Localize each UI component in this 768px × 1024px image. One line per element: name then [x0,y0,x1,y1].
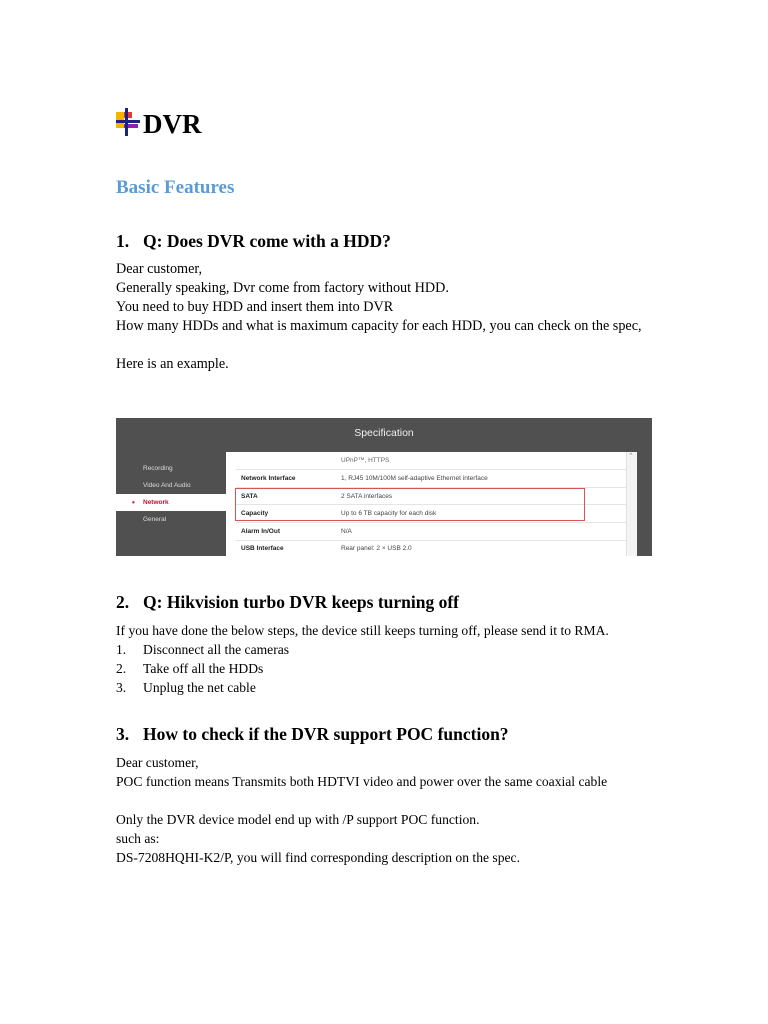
spec-row [226,452,634,469]
question-3-number: 3. [116,724,130,744]
sidebar-item-network [116,494,226,511]
sidebar-item-video-audio: Video And Audio [143,482,191,489]
question-3-body [116,753,661,867]
paragraph-line: Only the DVR device model end up with /P support POC function. [116,812,480,827]
question-2-intro: If you have done the below steps, the device still keeps turning off, please send it to RMA. [116,623,609,638]
scroll-up-icon: ⌃ [628,453,634,460]
question-3-heading [116,722,509,746]
spec-value: 1, RJ45 10M/100M self-adaptive Ethernet interface [341,475,488,482]
question-2-heading [116,590,459,614]
list-text: Take off all the HDDs [143,661,264,676]
paragraph-line: You need to buy HDD and insert them into DVR [116,299,394,315]
spec-value: N/A [341,528,352,535]
spec-key: Network Interface [241,475,296,482]
paragraph-line [116,336,661,355]
sidebar-item-general: General [143,516,167,523]
paragraph-line [116,791,661,810]
question-2-title: Q: Hikvision turbo DVR keeps turning off [143,592,460,612]
spec-row [226,470,634,487]
paragraph-line: Here is an example. [116,356,229,372]
question-1-number: 1. [116,231,130,251]
section-title: Basic Features [116,177,235,198]
paragraph-line: such as: [116,831,160,846]
spec-value: Up to 6 TB capacity for each disk [341,510,437,517]
spec-key: Capacity [241,510,269,517]
steps-list [116,640,289,697]
spec-row [226,523,634,540]
scrollbar [626,452,637,556]
spec-key: USB Interface [241,545,284,552]
paragraph-line: Dear customer, [116,755,199,770]
spec-value: Rear panel: 2 × USB 2.0 [341,545,412,552]
spec-key: SATA [241,493,258,500]
list-number: 2. [116,661,127,676]
paragraph-line: DS-7208HQHI-K2/P, you will find corresponding description on the spec. [116,850,520,865]
question-2-number: 2. [116,592,130,612]
list-text: Unplug the net cable [143,680,256,695]
paragraph-line: How many HDDs and what is maximum capacity for each HDD, you can check on the spec, [116,318,642,334]
spec-value: 2 SATA interfaces [341,493,393,500]
list-text: Disconnect all the cameras [143,642,290,657]
list-number: 1. [116,642,127,657]
paragraph-line: Dear customer, [116,261,203,277]
spec-row [226,540,634,556]
spec-screenshot [116,418,652,556]
question-3-title: How to check if the DVR support POC function? [143,724,509,744]
document-title: DVR [143,109,202,139]
paragraph-line: POC function means Transmits both HDTVI video and power over the same coaxial cable [116,774,608,789]
question-1-title: Q: Does DVR come with a HDD? [143,231,391,251]
sidebar-item-label: Network [143,499,169,506]
question-1-body [116,260,661,374]
sidebar-item-recording: Recording [143,465,173,472]
list-item [116,640,289,659]
list-item [116,659,289,678]
spec-key: Alarm In/Out [241,528,281,535]
highlight-box [235,488,585,521]
list-number: 3. [116,680,127,695]
list-item [116,678,289,697]
active-dot-icon: • [132,498,135,507]
spec-value: UPnP™, HTTPS [341,457,390,464]
question-1-heading [116,229,391,253]
logo-icon [114,108,142,136]
spec-header: Specification [354,427,414,439]
spec-table [226,452,634,556]
spec-sidebar [116,448,226,556]
paragraph-line: Generally speaking, Dvr come from factory without HDD. [116,280,449,296]
